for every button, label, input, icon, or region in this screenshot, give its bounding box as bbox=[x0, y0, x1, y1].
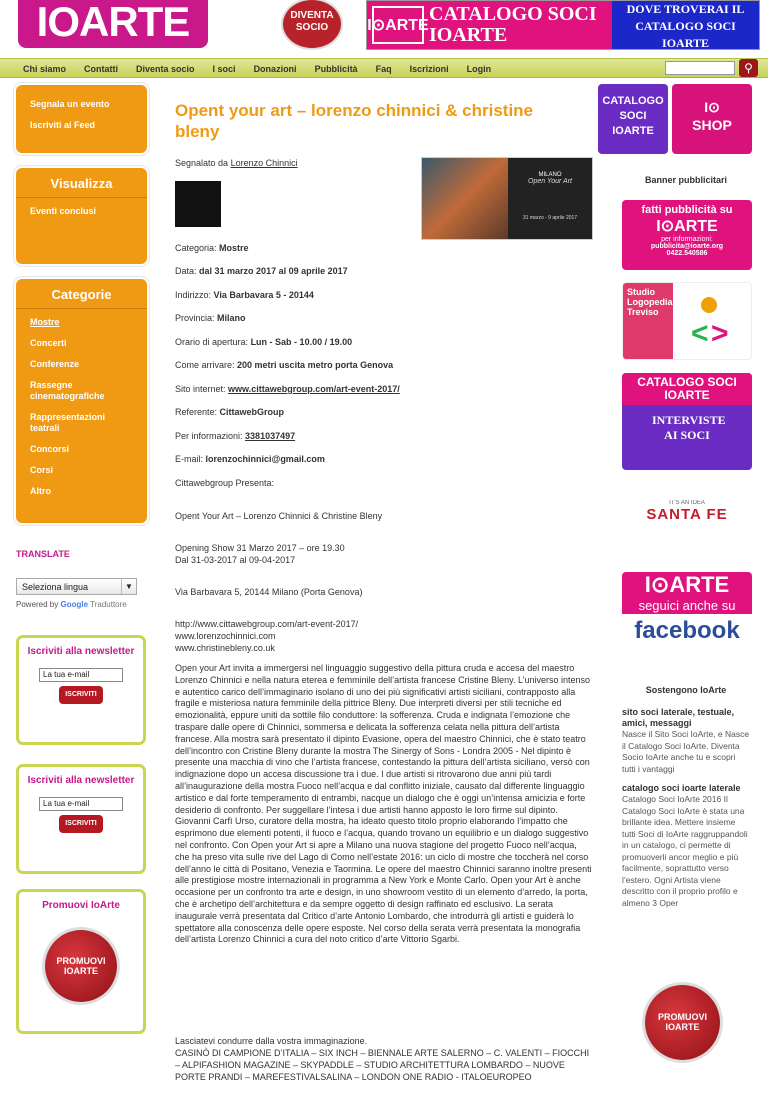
category-link[interactable]: Mostre bbox=[30, 317, 60, 327]
ad-pubblicita[interactable]: fatti pubblicità su I⊙ARTE per informazioni: pubblicita@ioarte.org 0422.540586 bbox=[622, 200, 752, 270]
categorie-title: Categorie bbox=[16, 279, 147, 309]
language-select[interactable]: Seleziona lingua ▼ bbox=[16, 578, 137, 595]
sponsors-text: CASINÒ DI CAMPIONE D’ITALIA – SIX INCH – BIENNALE ARTE SALERNO – C. VALENTI – FIOCCHI – ALPIFASHION MAGAZINE – SKYPADDLE – STUDIO ARCHITETTURA LOMBARDO – NUOVE PORTE PRANDI – MAREFESTIVALSALINA – LONDON ONE RADIO - ITALOEUROPEO bbox=[175, 1048, 590, 1082]
info-field: Provincia: Milano bbox=[175, 313, 246, 323]
catalogo-small-banner[interactable]: CATALOGO SOCI IOARTE bbox=[598, 84, 668, 154]
category-link[interactable]: Rappresentazioni teatrali bbox=[30, 412, 106, 433]
article-paragraph: Open your Art invita a immergersi nel linguaggio suggestivo della pittura cruda e accesa del maestro Lorenzo Chinnici e nella natura eterea e femminile dell’artista francese Cristine Bleny. L’universo intenso e autentico carico dell’immaginario isolano di uno dei più significativi artisti siciliani, contrapposto alla fragile e misteriosa natura femminile della pittrice Bleny. Due interpreti diversi per stili tecniche ed emozionalità, eppure uniti da sottile filo conduttore: la sofferenza. Cruda e indignata l’emozione che traspare dalle opere di Chinnici, sommersa e delicata la sofferenza celata nella pittura dell’artista francese. Alla mostra sarà presentato il dipinto Evasione, opera del maestro Chinnici, che è stato teatro dell’incontro con Cristine Bleny durante la mostra The Sinergy of Sons - Londra 2005 - Nel dipinto è presente una macchia di vino che l’artista francese, contestando la pittura dell’artista siciliano, versò con indignazione dopo un accesa discussione tra i due. I due artisti si ritrovarono due anni più tardi all’inaugurazione della mostra Fuoco nell’acqua e dal conflitto iniziale, causato dal differente linguaggio artistico e dal forte temperamento di entrambi, nacque un dialogo che è oggi un’intensa amicizia e forte desiderio di confronto. Per suggellare l’intesa i due artisti hanno apposto le loro firme sul dipinto. Giovanni Carfì Urso, curatore della mostra, ha ideato questo titolo proprio elaborando l’impatto che esprimono due elementi potenti, il fuoco e l’acqua, quando trovano un equilibrio e un dialogo suggestivo nel confronto. Con Open your Art si apre a Milano una nuova stagione del progetto Fuoco nell’acqua, che ha preso vita sulle rive del Lago di Como nell’estate 2016: un ciclo di mostre che toccherà nel corso dell’anno le città di Positano, Venezia e Taormina. Le opere del maestro Chinnici saranno inoltre presenti alle prestigiose mostre internazionali in programma a New York e Monte Carlo. Open your Art è anche occasione per un confronto tra arte e design, in uno showroom vestito di un elemento d’arredo, la porta, che è archetipo dell’architettura e da sempre oggetto di design raffinato ed esclusivo. La serata inaugurale verrà presentata dal Critico d’arte Antonio Lombardo, che introdurrà gli artisti e guiderà lo spettatore alla conoscenza delle opere esposte. Nel corso della serata verrà presentata la monografia dell’artista Lorenzo Chinnici a cura del noto critico d’arte Vittorio Sgarbi. bbox=[175, 663, 592, 945]
sostengono-title: Sostengono IoArte bbox=[645, 685, 727, 695]
opening-line-2: Dal 31-03-2017 al 09-04-2017 bbox=[175, 555, 296, 565]
info-field-value: CittawebGroup bbox=[219, 407, 285, 417]
info-field-value: lorenzochinnici@gmail.com bbox=[205, 454, 325, 464]
info-field: Sito internet: www.cittawebgroup.com/art-event-2017/ bbox=[175, 384, 400, 394]
diventa-socio-badge[interactable]: DIVENTA SOCIO bbox=[283, 0, 341, 48]
info-field: Come arrivare: 200 metri uscita metro porta Genova bbox=[175, 360, 394, 370]
search-icon[interactable]: ⚲ bbox=[739, 59, 758, 77]
s1-title[interactable]: sito soci laterale, testuale, amici, messaggi bbox=[622, 707, 735, 728]
category-link[interactable]: Altro bbox=[30, 486, 51, 496]
ad-santa-fe[interactable]: IT'S AN IDEA SANTA FE bbox=[646, 500, 728, 523]
visualizza-box bbox=[16, 168, 147, 264]
info-field: Data: dal 31 marzo 2017 al 09 aprile 2017 bbox=[175, 266, 348, 276]
nav-item[interactable]: I soci bbox=[212, 64, 236, 74]
segnala-evento-link[interactable]: Segnala un evento bbox=[30, 99, 110, 109]
promuovi-badge-right[interactable]: PROMUOVI IOARTE bbox=[645, 985, 720, 1060]
info-field-value[interactable]: www.cittawebgroup.com/art-event-2017/ bbox=[228, 384, 400, 394]
category-link[interactable]: Corsi bbox=[30, 465, 54, 475]
address-text: Via Barbavara 5, 20144 Milano (Porta Genova) bbox=[175, 587, 363, 597]
s1-text: Nasce il Sito Soci IoArte, e Nasce il Catalogo Soci IoArte. Diventa Socio IoArte anche tu e scopri tutti i vantaggi bbox=[622, 729, 750, 774]
nav-item[interactable]: Faq bbox=[375, 64, 392, 74]
iscriviti-feed-link[interactable]: Iscriviti ai Feed bbox=[30, 120, 96, 130]
subtitle-text: Opent Your Art – Lorenzo Chinnici & Christine Bleny bbox=[175, 511, 383, 521]
nav-item[interactable]: Diventa socio bbox=[136, 64, 195, 74]
info-field: Per informazioni: 3381037497 bbox=[175, 431, 296, 441]
page-title: Opent your art – lorenzo chinnici & christine bleny bbox=[175, 101, 534, 141]
translate-label: TRANSLATE bbox=[16, 549, 70, 559]
author-link[interactable]: Lorenzo Chinnici bbox=[230, 158, 298, 168]
catalogo-banner[interactable] bbox=[366, 0, 760, 50]
ad-logopedia[interactable]: Studio Logopedia Treviso < > bbox=[622, 282, 752, 360]
newsletter-box-1 bbox=[16, 635, 146, 745]
newsletter-email-input[interactable]: La tua e-mail bbox=[39, 668, 123, 682]
powered-by: Powered by Google Traduttore bbox=[16, 600, 127, 609]
promuovi-title: Promuovi IoArte bbox=[42, 900, 120, 911]
shop-banner[interactable] bbox=[672, 84, 752, 154]
category-link[interactable]: Concerti bbox=[30, 338, 67, 348]
categorie-box bbox=[16, 279, 147, 523]
nav-item[interactable]: Donazioni bbox=[253, 64, 297, 74]
presenta-text: Cittawebgroup Presenta: bbox=[175, 478, 275, 488]
s2-text: Catalogo Soci IoArte 2016 Il Catalogo Soci IoArte è stata una brillante idea. Mettere insieme tutti Soci di IoArte raggruppandoli in un catalogo, ci permette di promuoverli ancor meglio e più facilmente, soprattutto verso l’estero. Ogni Artista viene descritto con il proprio profilo e almeno 3 Oper bbox=[622, 794, 748, 908]
segnala-box bbox=[16, 85, 147, 153]
info-field: Indirizzo: Via Barbavara 5 - 20144 bbox=[175, 290, 314, 300]
closing-text: Lasciatevi condurre dalla vostra immaginazione. bbox=[175, 1036, 368, 1046]
info-field: Categoria: Mostre bbox=[175, 243, 249, 253]
link-2[interactable]: www.lorenzochinnici.com bbox=[175, 631, 276, 641]
nav-item[interactable]: Pubblicità bbox=[314, 64, 358, 74]
category-link[interactable]: Concorsi bbox=[30, 444, 70, 454]
category-link[interactable]: Rassegne cinematografiche bbox=[30, 380, 105, 401]
sostengono-panel bbox=[612, 676, 760, 944]
dove-troverai-text: DOVE TROVERAI IL CATALOGO SOCI IOARTE bbox=[612, 1, 759, 49]
link-1[interactable]: http://www.cittawebgroup.com/art-event-2017/ bbox=[175, 619, 359, 629]
info-field-value: 200 metri uscita metro porta Genova bbox=[237, 360, 394, 370]
info-field-value[interactable]: 3381037497 bbox=[245, 431, 296, 441]
banner-title: Banner pubblicitari bbox=[644, 175, 727, 185]
visualizza-title: Visualizza bbox=[16, 168, 147, 198]
author-avatar bbox=[175, 181, 221, 227]
link-3[interactable]: www.christinebleny.co.uk bbox=[175, 643, 275, 653]
opening-line-1: Opening Show 31 Marzo 2017 – ore 19.30 bbox=[175, 543, 345, 553]
info-field-value: Lun - Sab - 10.00 / 19.00 bbox=[250, 337, 353, 347]
io-logo-icon: I⊙ARTE bbox=[372, 6, 424, 44]
newsletter-submit-button-2[interactable]: ISCRIVITI bbox=[59, 815, 103, 833]
site-logo[interactable]: IOARTE bbox=[18, 0, 208, 48]
io-shop-icon: I⊙ bbox=[704, 99, 720, 115]
info-field-value: Via Barbavara 5 - 20144 bbox=[213, 290, 314, 300]
newsletter-title-2: Iscriviti alla newsletter bbox=[27, 775, 135, 786]
newsletter-box-2 bbox=[16, 764, 146, 874]
header bbox=[0, 0, 768, 58]
shop-label: SHOP bbox=[692, 117, 732, 133]
ad-facebook[interactable]: I⊙ARTE seguici anche su facebook bbox=[622, 572, 752, 650]
info-field-value: dal 31 marzo 2017 al 09 aprile 2017 bbox=[199, 266, 348, 276]
newsletter-title: Iscriviti alla newsletter bbox=[27, 646, 135, 657]
promuovi-badge[interactable]: PROMUOVI IOARTE bbox=[45, 930, 117, 1002]
newsletter-email-input-2[interactable]: La tua e-mail bbox=[39, 797, 123, 811]
chevron-down-icon: ▼ bbox=[121, 579, 136, 594]
info-field-value: Milano bbox=[217, 313, 246, 323]
newsletter-submit-button[interactable]: ISCRIVITI bbox=[59, 686, 103, 704]
search-input[interactable] bbox=[665, 61, 735, 75]
category-link[interactable]: Conferenze bbox=[30, 359, 80, 369]
info-field: E-mail: lorenzochinnici@gmail.com bbox=[175, 454, 325, 464]
eventi-conclusi-link[interactable]: Eventi conclusi bbox=[30, 206, 97, 216]
segnalato-line: Segnalato da Lorenzo Chinnici bbox=[175, 158, 298, 168]
event-image[interactable]: MILANO Open Your Art 31 marzo - 9 aprile 2017 bbox=[421, 157, 593, 240]
info-field: Orario di apertura: Lun - Sab - 10.00 / 19.00 bbox=[175, 337, 353, 347]
nav-item[interactable]: Iscrizioni bbox=[409, 64, 449, 74]
s2-title[interactable]: catalogo soci ioarte laterale bbox=[622, 783, 741, 793]
ad-interviste[interactable]: CATALOGO SOCI IOARTE INTERVISTE AI SOCI bbox=[622, 373, 752, 470]
info-field: Referente: CittawebGroup bbox=[175, 407, 285, 417]
promuovi-box bbox=[16, 889, 146, 1034]
nav-item[interactable]: Chi siamo bbox=[23, 64, 67, 74]
nav-item[interactable]: Contatti bbox=[84, 64, 119, 74]
logopedia-logo-icon: < > bbox=[673, 283, 751, 359]
catalogo-text: CATALOGO SOCI IOARTE bbox=[429, 3, 597, 46]
nav-item[interactable]: Login bbox=[466, 64, 492, 74]
info-field-value: Mostre bbox=[219, 243, 249, 253]
nav-bar bbox=[0, 58, 768, 78]
